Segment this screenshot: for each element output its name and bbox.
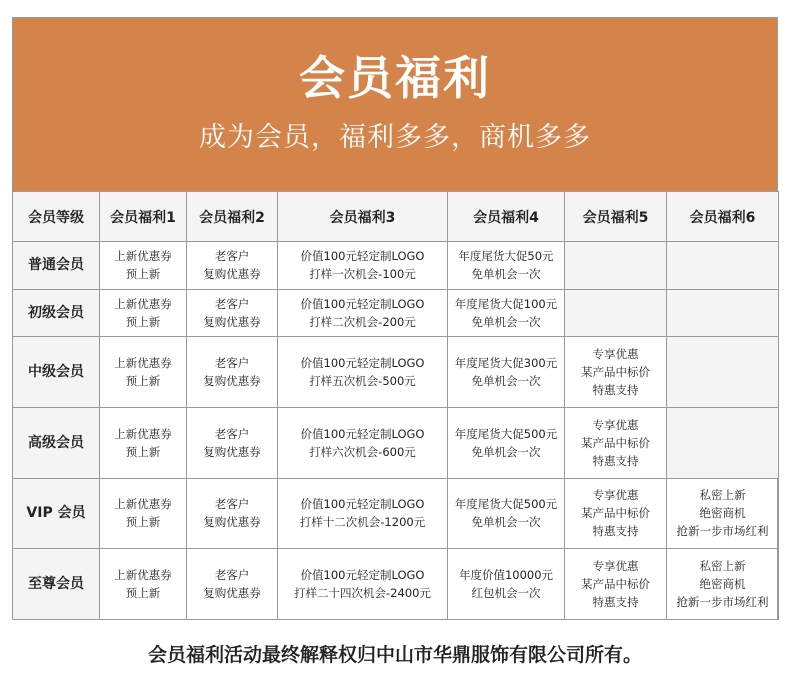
benefit-line: 绝密商机 — [699, 577, 746, 592]
benefit-line: 价值100元轻定制LOGO — [300, 296, 425, 311]
benefit-line: 预上新 — [125, 267, 161, 282]
benefit-line: 绝密商机 — [699, 506, 746, 521]
benefit-cell — [187, 407, 278, 478]
benefit-cell — [667, 407, 779, 478]
column-header: 会员等级 — [13, 192, 100, 242]
benefit-cell — [278, 549, 448, 620]
benefit-line: 复购优惠券 — [203, 586, 261, 601]
benefit-cell — [187, 549, 278, 620]
benefit-line: 上新优惠券 — [114, 497, 172, 512]
member-level-cell: 普通会员 — [13, 242, 100, 290]
benefit-cell — [565, 407, 667, 478]
benefit-line: 预上新 — [125, 444, 161, 459]
benefit-line: 老客户 — [214, 249, 250, 264]
benefit-cell — [448, 337, 565, 408]
benefit-line: 上新优惠券 — [114, 296, 172, 311]
table-row — [13, 478, 779, 549]
benefit-line: 复购优惠券 — [203, 444, 261, 459]
benefit-line: 价值100元轻定制LOGO — [300, 568, 425, 583]
benefit-line: 打样二十四次机会-2400元 — [294, 586, 431, 601]
benefit-cell — [187, 242, 278, 290]
table-row — [13, 337, 779, 408]
benefits-table — [12, 191, 779, 620]
benefit-cell — [100, 478, 187, 549]
benefit-line: 某产品中标价 — [581, 435, 650, 450]
benefit-cell — [448, 242, 565, 290]
table-row — [13, 242, 779, 290]
table-header-row — [13, 192, 779, 242]
benefit-cell — [565, 549, 667, 620]
benefit-line: 打样一次机会-100元 — [309, 267, 416, 282]
benefit-line: 抢新一步市场红利 — [676, 524, 769, 539]
benefit-line: 老客户 — [214, 497, 250, 512]
benefit-line: 老客户 — [214, 355, 250, 370]
benefit-cell — [187, 478, 278, 549]
benefit-line: 专享优惠 — [592, 559, 639, 574]
member-level-cell: VIP 会员 — [13, 478, 100, 549]
benefit-line: 复购优惠券 — [203, 267, 261, 282]
benefit-line: 抢新一步市场红利 — [676, 595, 769, 610]
column-header: 会员福利1 — [100, 192, 187, 242]
benefit-line: 预上新 — [125, 373, 161, 388]
footer-disclaimer: 会员福利活动最终解释权归中山市华鼎服饰有限公司所有。 — [147, 644, 642, 666]
benefit-line: 免单机会一次 — [471, 444, 541, 459]
benefit-line: 打样六次机会-600元 — [309, 444, 416, 459]
benefit-line: 年度尾货大促100元 — [454, 296, 558, 311]
member-level-cell: 中级会员 — [13, 337, 100, 408]
benefit-cell — [100, 407, 187, 478]
benefit-line: 年度价值10000元 — [458, 568, 554, 583]
benefit-line: 特惠支持 — [592, 382, 639, 397]
table-row — [13, 407, 779, 478]
benefit-cell — [278, 242, 448, 290]
benefit-cell — [565, 242, 667, 290]
benefit-line: 价值100元轻定制LOGO — [300, 249, 425, 264]
benefit-line: 某产品中标价 — [581, 506, 650, 521]
benefit-cell — [565, 289, 667, 337]
benefit-cell — [667, 549, 779, 620]
benefit-line: 特惠支持 — [592, 595, 639, 610]
benefit-line: 年度尾货大促500元 — [454, 497, 558, 512]
benefit-line: 价值100元轻定制LOGO — [300, 355, 425, 370]
column-header: 会员福利6 — [667, 192, 779, 242]
benefit-cell — [278, 289, 448, 337]
benefit-line: 年度尾货大促300元 — [454, 355, 558, 370]
benefit-line: 红包机会一次 — [471, 586, 541, 601]
benefit-cell — [187, 337, 278, 408]
benefit-cell — [667, 478, 779, 549]
benefit-line: 私密上新 — [699, 488, 746, 503]
benefit-line: 免单机会一次 — [471, 373, 541, 388]
benefit-line: 价值100元轻定制LOGO — [300, 497, 425, 512]
benefit-line: 免单机会一次 — [471, 314, 541, 329]
benefit-cell — [448, 549, 565, 620]
benefit-cell — [667, 337, 779, 408]
benefit-line: 上新优惠券 — [114, 355, 172, 370]
benefit-line: 预上新 — [125, 586, 161, 601]
benefit-line: 预上新 — [125, 515, 161, 530]
benefit-cell — [278, 337, 448, 408]
benefit-line: 专享优惠 — [592, 417, 639, 432]
benefit-line: 复购优惠券 — [203, 314, 261, 329]
benefit-cell — [448, 289, 565, 337]
table-body — [13, 242, 779, 620]
benefit-line: 复购优惠券 — [203, 373, 261, 388]
benefit-line: 老客户 — [214, 296, 250, 311]
benefit-cell — [100, 289, 187, 337]
page-subtitle: 成为会员，福利多多，商机多多 — [199, 122, 591, 153]
benefit-cell — [100, 242, 187, 290]
benefit-line: 价值100元轻定制LOGO — [300, 426, 425, 441]
column-header: 会员福利3 — [278, 192, 448, 242]
benefit-cell — [667, 289, 779, 337]
benefit-line: 打样十二次机会-1200元 — [299, 515, 426, 530]
column-header: 会员福利4 — [448, 192, 565, 242]
benefits-poster — [12, 17, 778, 620]
member-level-cell: 高级会员 — [13, 407, 100, 478]
benefit-line: 某产品中标价 — [581, 577, 650, 592]
column-header: 会员福利5 — [565, 192, 667, 242]
member-level-cell: 至尊会员 — [13, 549, 100, 620]
benefit-line: 免单机会一次 — [471, 267, 541, 282]
benefit-cell — [278, 407, 448, 478]
benefit-line: 某产品中标价 — [581, 364, 650, 379]
benefit-cell — [565, 478, 667, 549]
benefit-cell — [187, 289, 278, 337]
benefit-line: 上新优惠券 — [114, 426, 172, 441]
benefit-line: 复购优惠券 — [203, 515, 261, 530]
benefit-cell — [448, 407, 565, 478]
benefit-line: 上新优惠券 — [114, 568, 172, 583]
page-title: 会员福利 — [299, 51, 491, 105]
benefit-cell — [565, 337, 667, 408]
benefit-cell — [100, 337, 187, 408]
benefit-cell — [100, 549, 187, 620]
column-header: 会员福利2 — [187, 192, 278, 242]
benefit-line: 专享优惠 — [592, 488, 639, 503]
benefit-cell — [278, 478, 448, 549]
benefit-line: 年度尾货大促500元 — [454, 426, 558, 441]
benefit-line: 特惠支持 — [592, 524, 639, 539]
benefit-line: 上新优惠券 — [114, 249, 172, 264]
benefit-line: 老客户 — [214, 426, 250, 441]
benefit-line: 专享优惠 — [592, 346, 639, 361]
table-row — [13, 549, 779, 620]
benefit-line: 打样二次机会-200元 — [309, 314, 416, 329]
benefit-cell — [448, 478, 565, 549]
table-row — [13, 289, 779, 337]
benefit-line: 打样五次机会-500元 — [309, 373, 416, 388]
benefit-line: 免单机会一次 — [471, 515, 541, 530]
member-level-cell: 初级会员 — [13, 289, 100, 337]
benefit-line: 特惠支持 — [592, 453, 639, 468]
benefit-line: 预上新 — [125, 314, 161, 329]
benefit-line: 私密上新 — [699, 559, 746, 574]
benefit-cell — [667, 242, 779, 290]
header-banner — [13, 18, 777, 191]
benefit-line: 年度尾货大促50元 — [458, 249, 554, 264]
benefit-line: 老客户 — [214, 568, 250, 583]
